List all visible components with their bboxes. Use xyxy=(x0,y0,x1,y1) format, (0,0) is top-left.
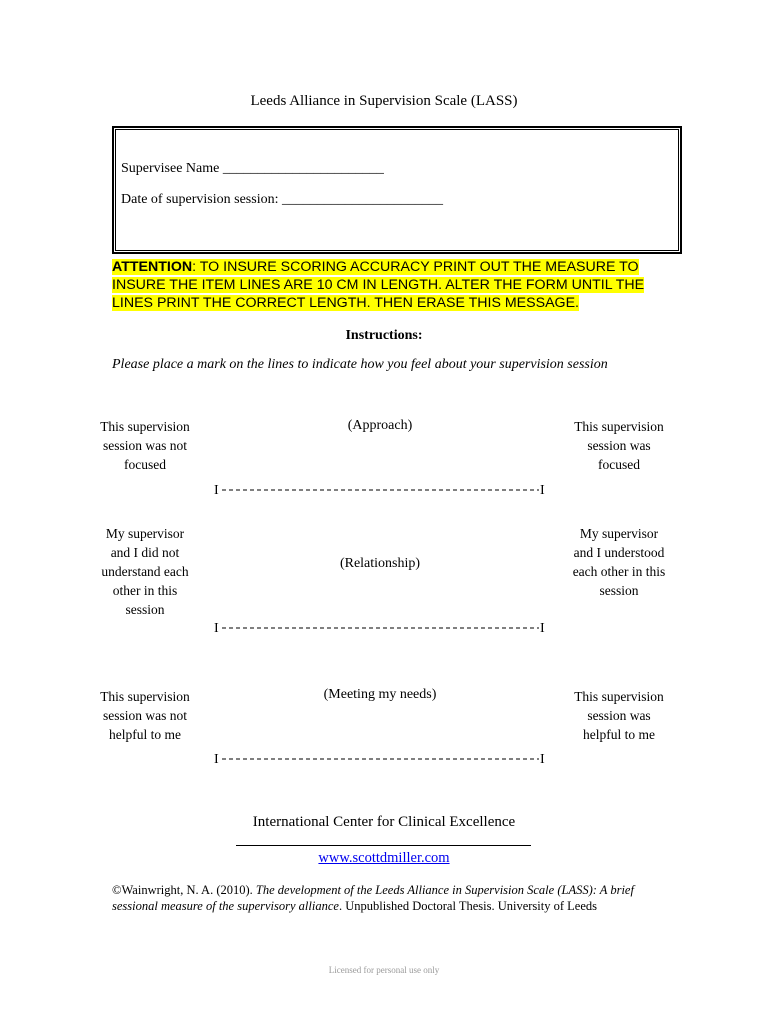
attention-text: : TO INSURE SCORING ACCURACY PRINT OUT THE MEASURE TO INSURE THE ITEM LINES ARE 10 CM IN LENGTH. ALTER THE FORM UNTIL THE LINES PRINT THE CORRECT LENGTH. THEN ERASE THIS MESSAGE. xyxy=(112,259,645,311)
approach-line-end: I xyxy=(540,483,545,498)
citation-suffix: . Unpublished Doctoral Thesis. University of Leeds xyxy=(338,899,597,913)
citation-prefix: ©Wainwright, N. A. (2010). xyxy=(112,883,256,897)
citation xyxy=(112,882,657,914)
approach-line-start: I xyxy=(214,483,219,498)
instructions-text: Please place a mark on the lines to indicate how you feel about your supervision session xyxy=(112,357,608,372)
website-link[interactable]: www.scottdmiller.com xyxy=(318,850,450,866)
supervisee-name-field: Supervisee Name _______________________ xyxy=(121,161,384,176)
attention-label: ATTENTION xyxy=(112,259,193,275)
citation-title: The development of the Leeds Alliance in Supervision Scale (LASS): A brief sessional measure of the supervisory alliance xyxy=(112,883,634,913)
approach-right-anchor: This supervision session was focused xyxy=(574,419,664,472)
needs-heading: (Meeting my needs) xyxy=(323,687,437,702)
instructions-heading: Instructions: xyxy=(345,328,423,343)
relationship-right-anchor: My supervisor and I understood each other in this session xyxy=(572,526,666,598)
approach-scale-line[interactable] xyxy=(213,481,548,499)
needs-line-start: I xyxy=(214,752,219,767)
relationship-left-anchor: My supervisor and I did not understand each other in this session xyxy=(101,526,189,617)
divider-line xyxy=(236,845,531,846)
needs-right-anchor: This supervision session was helpful to me xyxy=(574,689,664,742)
website xyxy=(0,850,768,867)
attention-notice xyxy=(112,258,652,312)
approach-heading: (Approach) xyxy=(347,418,413,433)
approach-left-anchor: This supervision session was not focused xyxy=(100,419,190,472)
organization-name: International Center for Clinical Excellence xyxy=(252,814,516,830)
document-title: Leeds Alliance in Supervision Scale (LASS) xyxy=(250,93,518,109)
supervisee-info-box xyxy=(112,126,682,254)
relationship-scale-line[interactable] xyxy=(213,619,548,637)
needs-line-end: I xyxy=(540,752,545,767)
needs-scale-line[interactable] xyxy=(213,750,548,768)
relationship-heading: (Relationship) xyxy=(339,556,421,571)
relationship-line-start: I xyxy=(214,621,219,636)
license-notice: Licensed for personal use only xyxy=(328,965,440,975)
relationship-line-end: I xyxy=(540,621,545,636)
session-date-field: Date of supervision session: _______________________ xyxy=(121,192,443,207)
needs-left-anchor: This supervision session was not helpful to me xyxy=(100,689,190,742)
